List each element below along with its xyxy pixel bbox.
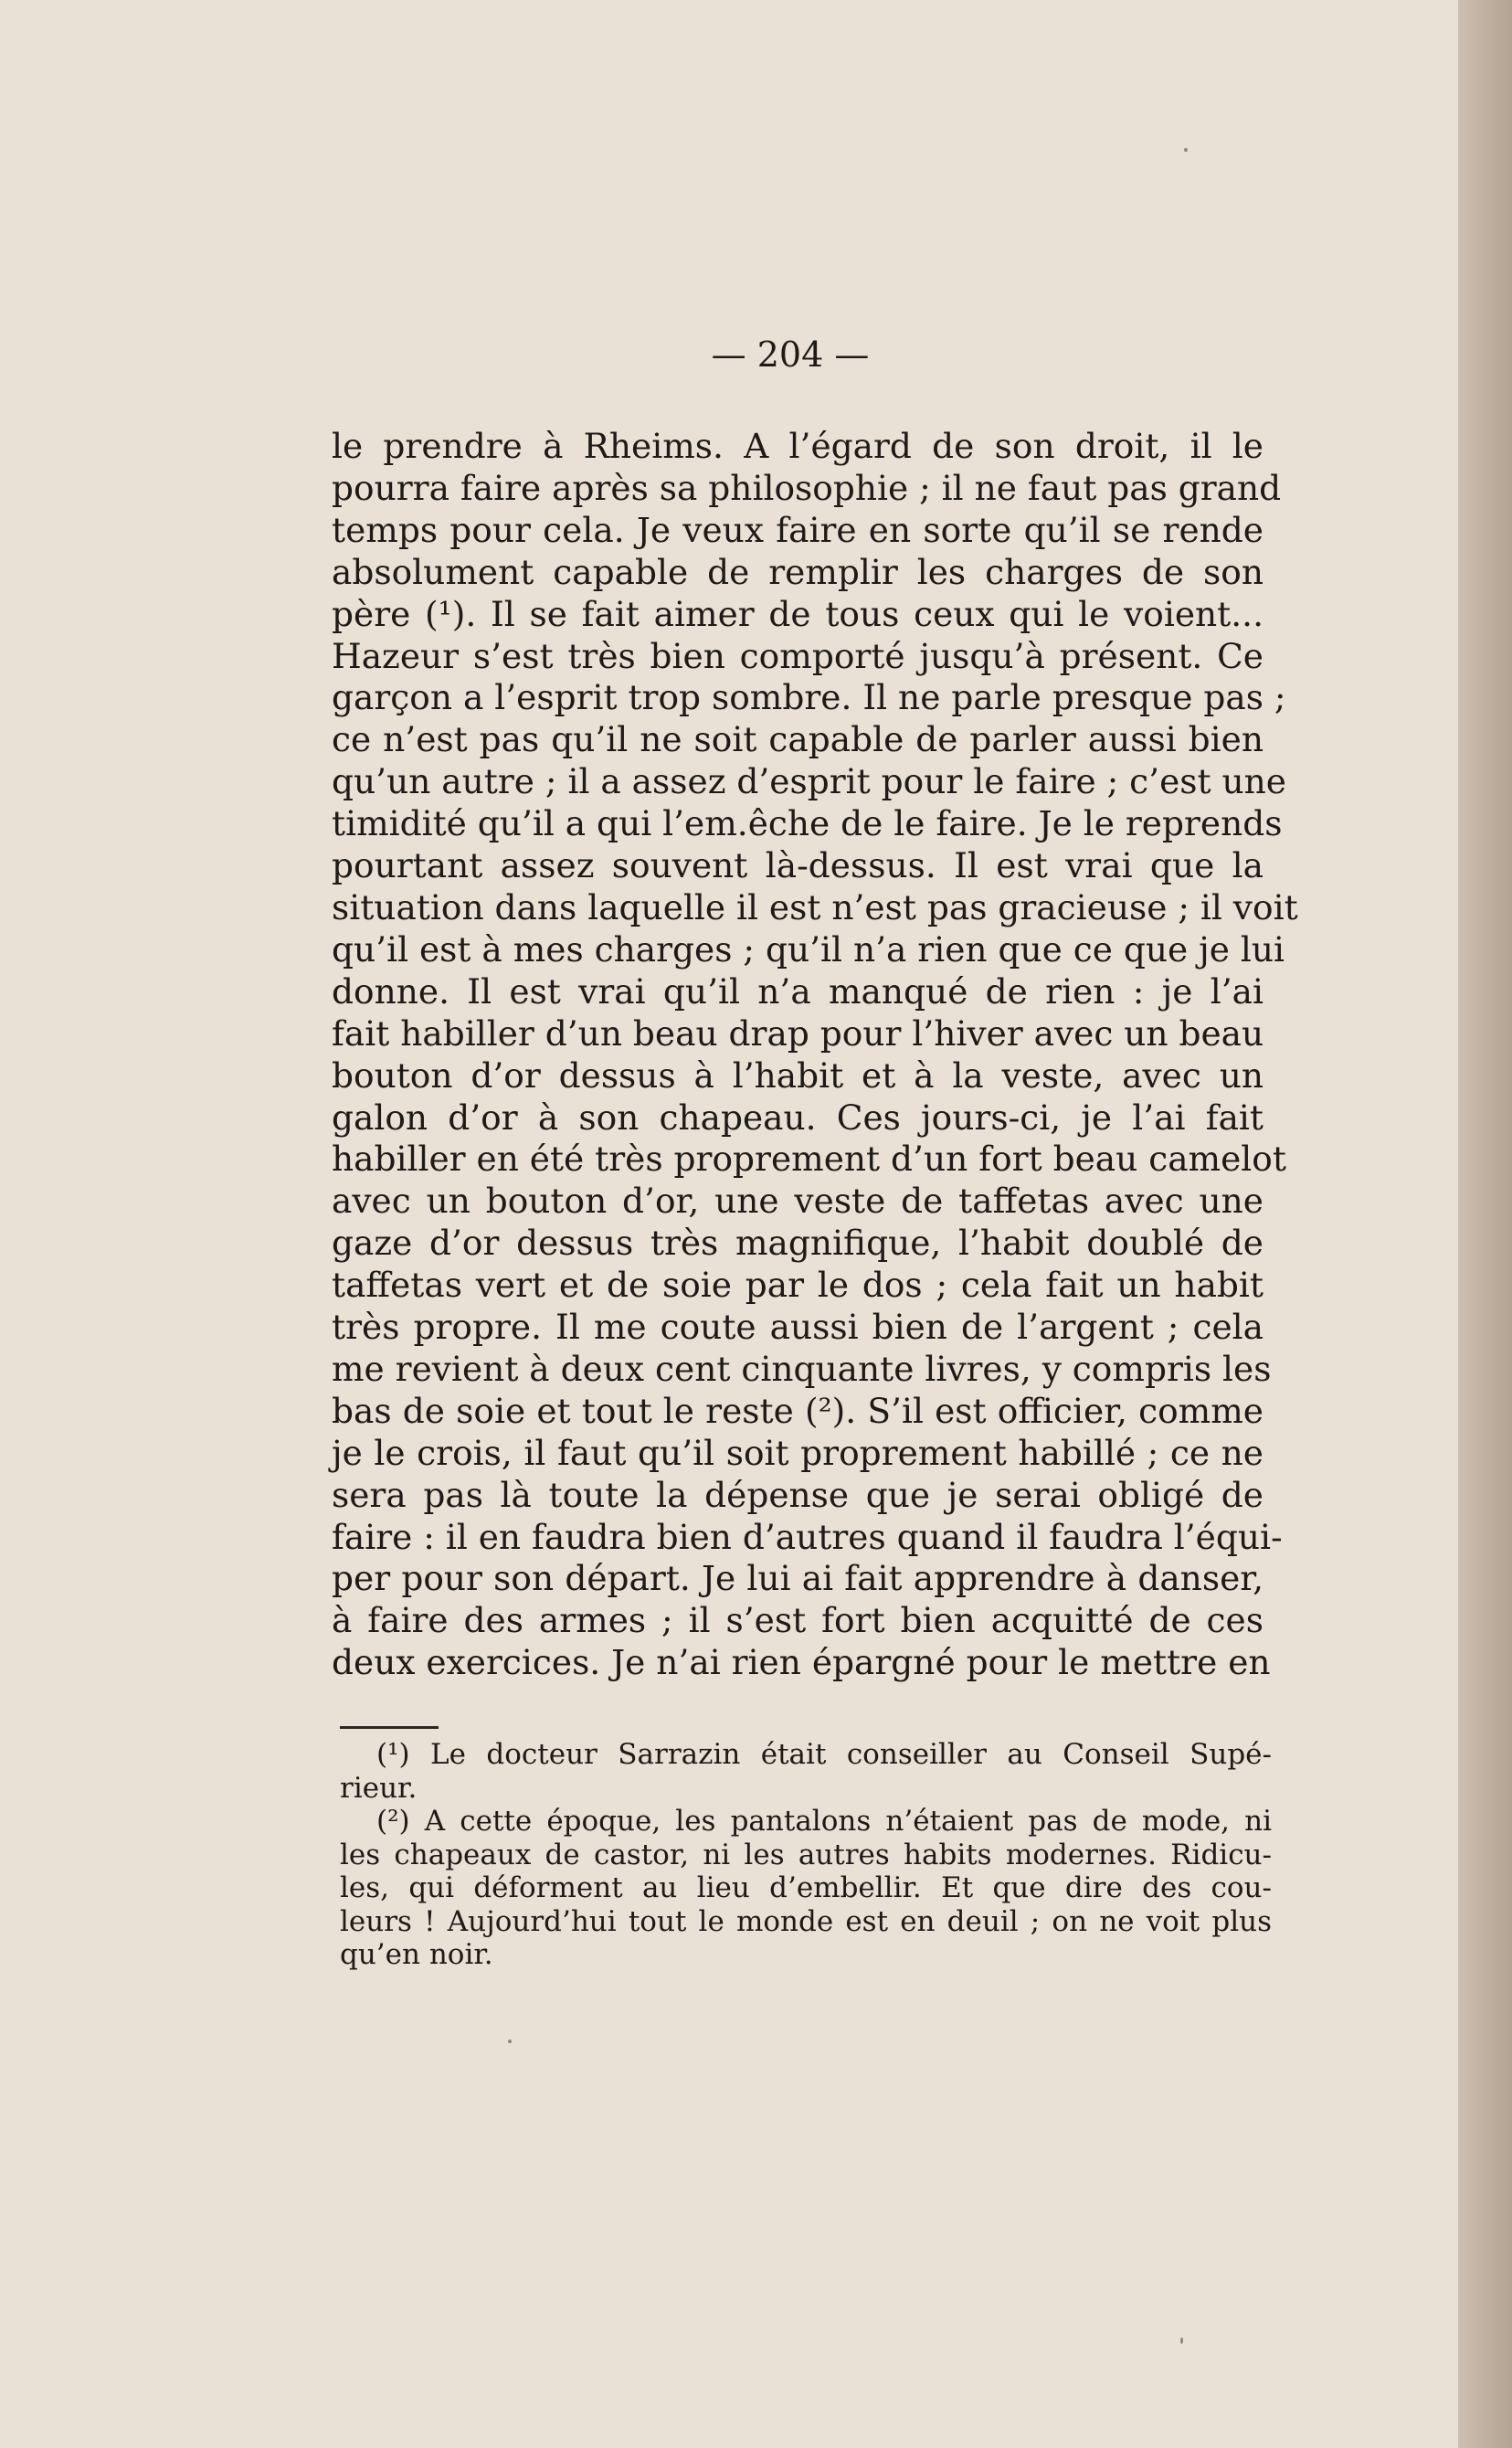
- text-line: temps pour cela. Je veux faire en sorte qu’il se rende: [332, 509, 1264, 550]
- footnote-1-line: [340, 1738, 1272, 1772]
- text-line: habiller en été très proprement d’un fort beau camelot: [332, 1139, 1286, 1180]
- text-line: galon d’or à son chapeau. Ces jours-ci, je l’ai fait: [332, 1097, 1264, 1138]
- text-line: le prendre à Rheims. A l’égard de son droit, il le: [332, 426, 1264, 466]
- text-line: père (¹). Il se fait aimer de tous ceux qui le voient...: [332, 593, 1264, 634]
- text-line: absolument capable de remplir les charges de son: [332, 551, 1264, 592]
- text-line: bas de soie et tout le reste (²). S’il est officier, comme: [332, 1390, 1264, 1431]
- text-line: deux exercices. Je n’ai rien épargné pour le mettre en: [332, 1642, 1271, 1683]
- footnote-2-line: qu’en noir.: [340, 1938, 493, 1971]
- text-line: Hazeur s’est très bien comporté jusqu’à présent. Ce: [332, 635, 1264, 676]
- text-line: qu’il est à mes charges ; qu’il n’a rien que ce que je lui: [332, 928, 1285, 970]
- text-line: me revient à deux cent cinquante livres, y compris les: [332, 1348, 1272, 1389]
- text-line: taffetas vert et de soie par le dos ; cela fait un habit: [332, 1265, 1264, 1306]
- text-line: qu’un autre ; il a assez d’esprit pour le faire ; c’est une: [332, 761, 1287, 802]
- footnote-2-marker: (²): [376, 1805, 410, 1838]
- text-line: pourtant assez souvent là-dessus. Il est vrai que la: [332, 845, 1264, 886]
- text-line: fait habiller d’un beau drap pour l’hiver avec un beau: [332, 1012, 1264, 1054]
- footnote-1-line: rieur.: [340, 1771, 418, 1805]
- footnote-2-text: A cette époque, les pantalons n’étaient pas de mode, ni: [424, 1805, 1273, 1838]
- text-line: faire : il en faudra bien d’autres quand il faudra l’équi-: [332, 1516, 1283, 1557]
- footnote-2-line: les chapeaux de castor, ni les autres habits modernes. Ridicu-: [340, 1838, 1272, 1871]
- text-line: je le crois, il faut qu’il soit proprement habillé ; ce ne: [332, 1432, 1264, 1473]
- text-line: timidité qu’il a qui l’em.êche de le faire. Je le reprends: [332, 803, 1283, 844]
- footnote-1-text: Le docteur Sarrazin était conseiller au Conseil Supé-: [430, 1738, 1272, 1771]
- body-text: [332, 426, 1298, 1684]
- footnote-divider: [340, 1726, 439, 1729]
- page-number: — 204 —: [711, 334, 870, 375]
- text-line: garçon a l’esprit trop sombre. Il ne parle presque pas ;: [332, 677, 1286, 718]
- text-line: avec un bouton d’or, une veste de taffetas avec une: [332, 1181, 1264, 1222]
- paper-speck: [1180, 2337, 1183, 2344]
- text-line: à faire des armes ; il s’est fort bien acquitté de ces: [332, 1600, 1264, 1641]
- footnote-2-line: leurs ! Aujourd’hui tout le monde est en deuil ; on ne voit plus: [340, 1904, 1272, 1938]
- text-line: ce n’est pas qu’il ne soit capable de parler aussi bien: [332, 719, 1264, 760]
- text-line: gaze d’or dessus très magnifique, l’habit doublé de: [332, 1223, 1264, 1264]
- paper-speck: [1184, 148, 1188, 152]
- text-line: per pour son départ. Je lui ai fait apprendre à danser,: [332, 1558, 1264, 1599]
- text-line: très propre. Il me coute aussi bien de l’argent ; cela: [332, 1307, 1264, 1348]
- text-line: sera pas là toute la dépense que je serai obligé de: [332, 1474, 1264, 1515]
- footnote-2-line: [340, 1805, 1272, 1839]
- footnotes: [340, 1738, 1272, 1972]
- footnote-1-marker: (¹): [376, 1738, 410, 1771]
- footnote-2-line: les, qui déforment au lieu d’embellir. Et que dire des cou-: [340, 1871, 1272, 1904]
- paper-speck: [508, 2040, 512, 2043]
- text-line: pourra faire après sa philosophie ; il ne faut pas grand: [332, 467, 1282, 508]
- text-line: bouton d’or dessus à l’habit et à la veste, avec un: [332, 1054, 1264, 1096]
- text-line: situation dans laquelle il est n’est pas gracieuse ; il voit: [332, 886, 1298, 927]
- text-line: donne. Il est vrai qu’il n’a manqué de rien : je l’ai: [332, 970, 1264, 1012]
